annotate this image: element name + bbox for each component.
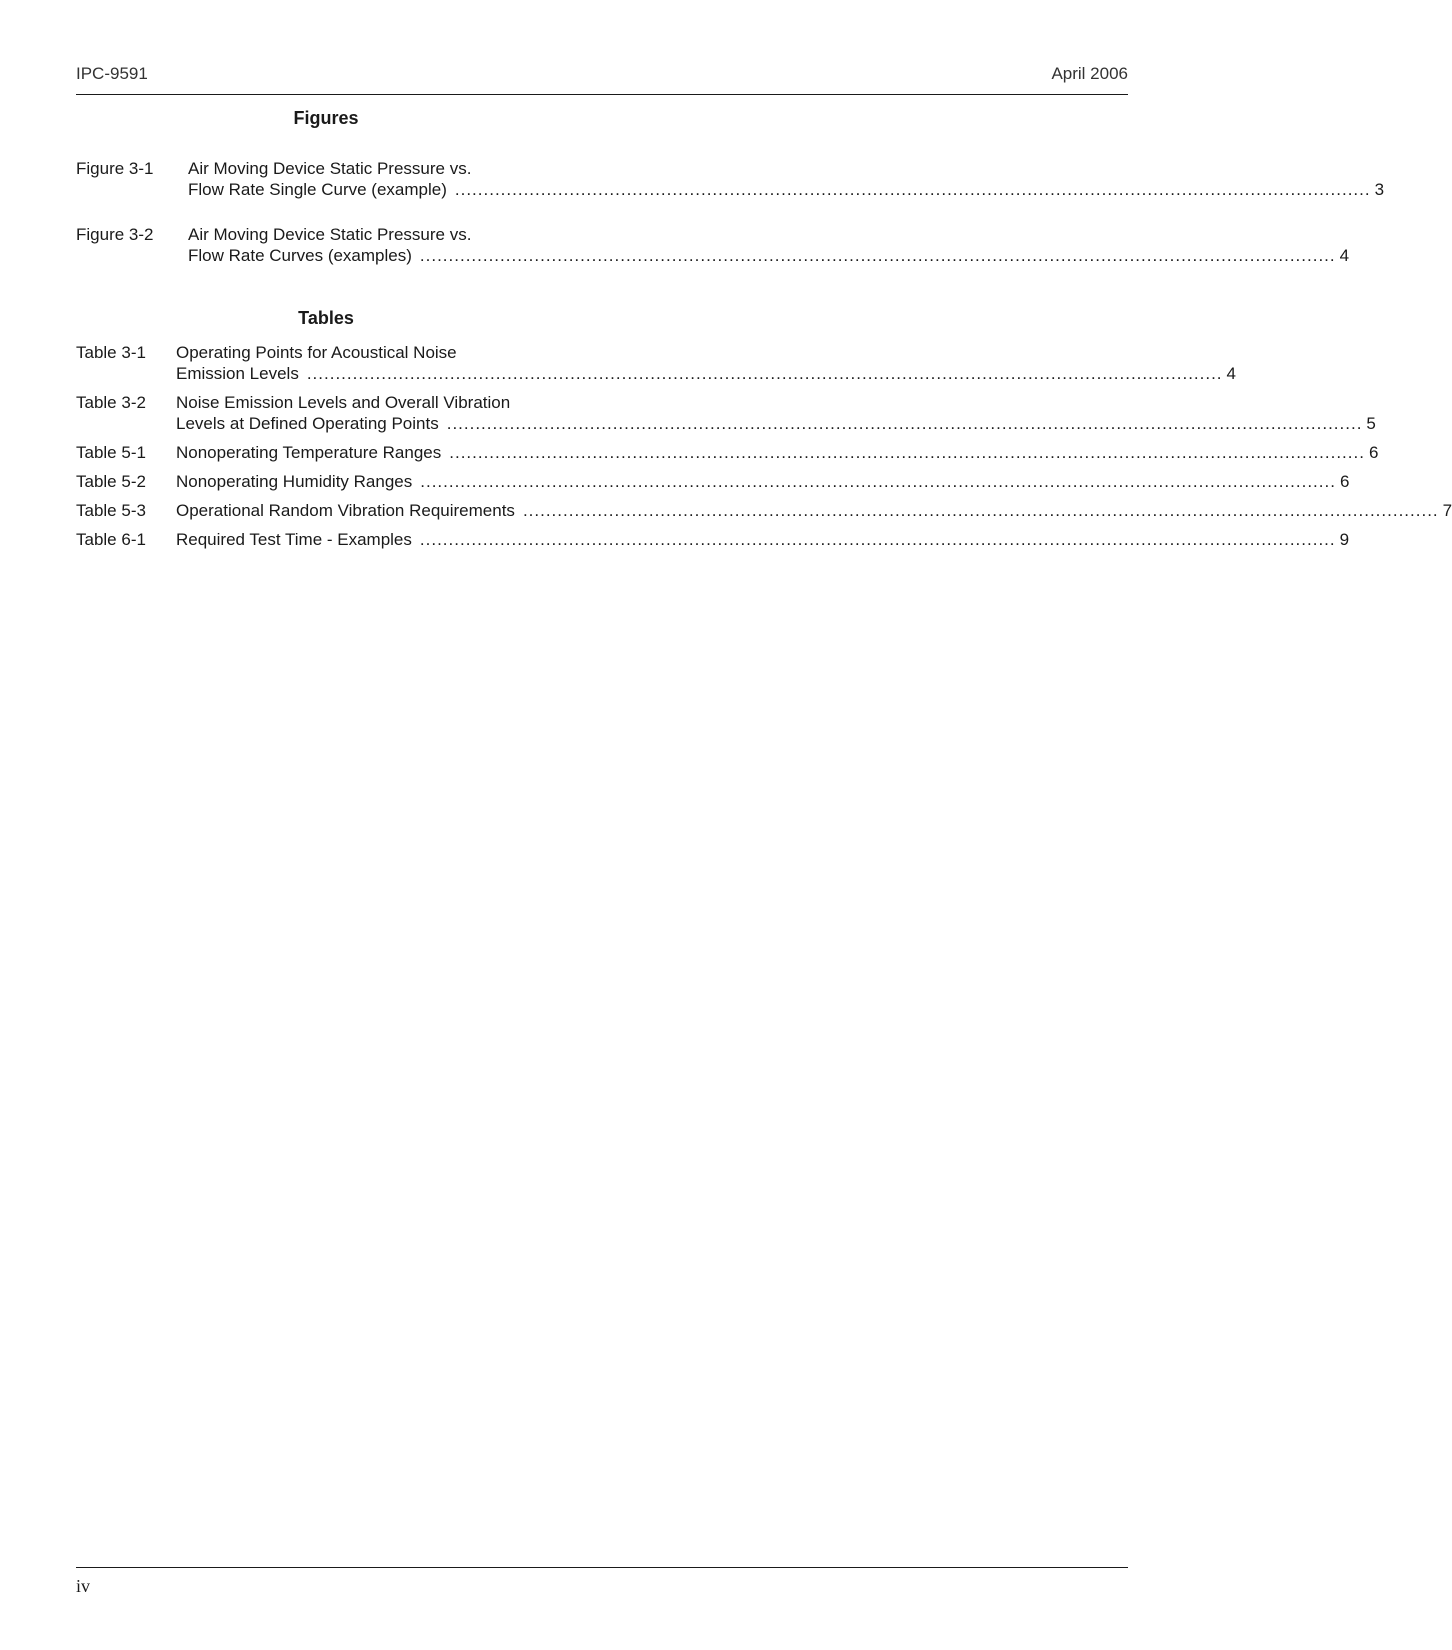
entry-label: Table 3-1 <box>76 343 146 362</box>
entry-label: Figure 3-1 <box>76 159 154 178</box>
tables-list <box>76 342 1452 558</box>
dot-leader <box>447 413 1363 434</box>
entry-page-number: 6 <box>1368 443 1379 462</box>
dot-leader <box>420 245 1336 266</box>
entry-title-line: Flow Rate Single Curve (example) <box>188 180 447 199</box>
entry-title-line: Flow Rate Curves (examples) <box>188 246 412 265</box>
entry-title-line: Nonoperating Humidity Ranges <box>176 472 413 491</box>
figures-list <box>76 158 1385 290</box>
entry-title-line: Emission Levels <box>176 364 299 383</box>
dot-leader <box>307 363 1223 384</box>
entry-page-number: 9 <box>1339 530 1350 549</box>
entry-page-number: 5 <box>1366 414 1376 433</box>
entry-page-number: 4 <box>1339 246 1350 265</box>
entry-title-line: Nonoperating Temperature Ranges <box>176 443 442 462</box>
entry-page-number: 4 <box>1226 364 1236 383</box>
document-id: IPC-9591 <box>76 64 148 83</box>
entry-title-line: Levels at Defined Operating Points <box>176 414 439 433</box>
dot-leader <box>420 529 1336 550</box>
dot-leader <box>523 500 1439 521</box>
document-date: April 2006 <box>1051 64 1128 83</box>
entry-label: Table 6-1 <box>76 530 146 549</box>
figures-heading: Figures <box>293 108 359 128</box>
entry-label: Figure 3-2 <box>76 225 154 244</box>
list-item[interactable] <box>76 342 1236 384</box>
list-item[interactable] <box>76 158 1385 200</box>
entry-page-number: 3 <box>1374 180 1385 199</box>
entry-label: Table 5-3 <box>76 501 146 520</box>
dot-leader <box>455 179 1371 200</box>
entry-page-number: 7 <box>1442 501 1452 520</box>
list-item[interactable] <box>76 500 1452 521</box>
list-item[interactable] <box>76 442 1379 463</box>
entry-title-line: Operational Random Vibration Requirements <box>176 501 515 520</box>
entry-title-line: Required Test Time - Examples <box>176 530 412 549</box>
entry-title-line: Noise Emission Levels and Overall Vibration <box>176 393 511 412</box>
list-item[interactable] <box>76 529 1350 550</box>
entry-title-line: Air Moving Device Static Pressure vs. <box>188 159 472 178</box>
list-item[interactable] <box>76 224 1350 266</box>
list-item[interactable] <box>76 471 1350 492</box>
tables-heading: Tables <box>298 308 354 328</box>
entry-label: Table 3-2 <box>76 393 146 412</box>
page-number: iv <box>76 1576 91 1596</box>
entry-title-line: Operating Points for Acoustical Noise <box>176 343 457 362</box>
page-header <box>76 64 1128 95</box>
page-footer <box>76 1567 1128 1596</box>
dot-leader <box>420 471 1336 492</box>
entry-label: Table 5-2 <box>76 472 146 491</box>
list-item[interactable] <box>76 392 1376 434</box>
dot-leader <box>449 442 1365 463</box>
entry-page-number: 6 <box>1339 472 1350 491</box>
entry-label: Table 5-1 <box>76 443 146 462</box>
entry-title-line: Air Moving Device Static Pressure vs. <box>188 225 472 244</box>
